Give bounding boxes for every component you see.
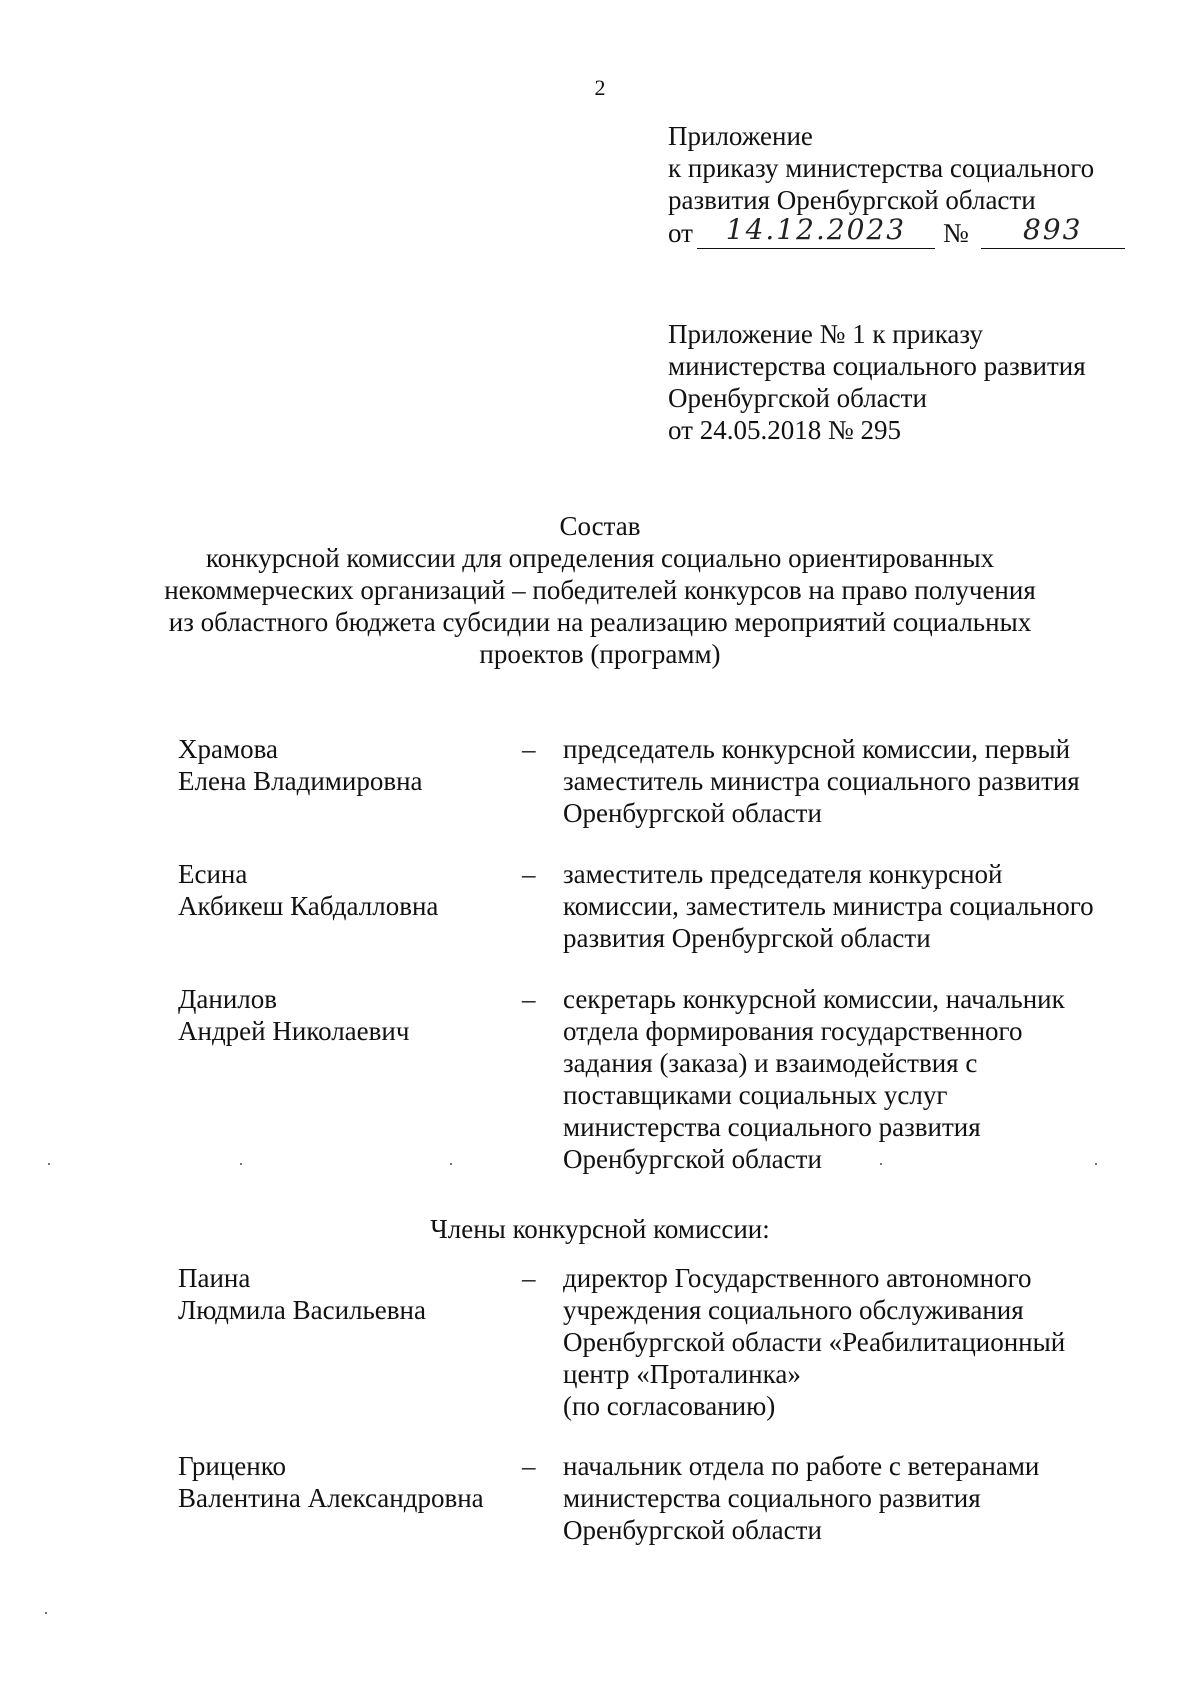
role-line: секретарь конкурсной комиссии, начальник — [563, 984, 1065, 1014]
handwritten-date: 14.12.2023 — [725, 213, 907, 246]
member-name — [178, 858, 498, 922]
order-date-number-line — [668, 213, 1148, 249]
date-field — [697, 213, 935, 249]
title-line: из областного бюджета субсидии на реализацию мероприятий социальных — [168, 607, 1032, 637]
scan-speck — [1095, 1163, 1097, 1165]
appendix-line: развития Оренбургской области — [668, 185, 1036, 215]
surname: Есина — [178, 859, 248, 889]
role-line: Оренбургской области — [563, 798, 822, 828]
role-line: задания (заказа) и взаимодействия с — [563, 1048, 978, 1078]
given-names: Андрей Николаевич — [178, 1016, 410, 1046]
member-role — [563, 858, 1123, 954]
dash-separator: – — [522, 734, 536, 764]
reference-line: от 24.05.2018 № 295 — [668, 415, 901, 445]
appendix-line: Приложение — [668, 121, 813, 151]
dash-separator: – — [522, 984, 536, 1014]
appendix-header — [668, 120, 1148, 249]
role-line: комиссии, заместитель министра социального — [563, 891, 1094, 921]
scan-speck — [240, 1163, 242, 1165]
member-role — [563, 733, 1123, 829]
member-name — [178, 1450, 498, 1514]
given-names: Акбикеш Кабдалловна — [178, 891, 439, 921]
role-line: Оренбургской области «Реабилитационный — [563, 1327, 1066, 1357]
document-title — [0, 510, 1200, 670]
scan-speck — [48, 1163, 50, 1165]
given-names: Валентина Александровна — [178, 1483, 484, 1513]
appendix-line: к приказу министерства социального — [668, 153, 1095, 183]
members-heading: Члены конкурсной комиссии: — [430, 1214, 770, 1244]
member-name — [178, 733, 498, 797]
member-role — [563, 1450, 1123, 1546]
role-line: отдела формирования государственного — [563, 1016, 1023, 1046]
member-role — [563, 1262, 1123, 1422]
surname: Гриценко — [178, 1451, 286, 1481]
previous-order-reference — [668, 318, 1148, 446]
role-line: поставщиками социальных услуг — [563, 1080, 948, 1110]
reference-line: Оренбургской области — [668, 383, 927, 413]
handwritten-number: 893 — [1022, 213, 1083, 246]
role-line: директор Государственного автономного — [563, 1263, 1032, 1293]
role-line: заместитель председателя конкурсной — [563, 859, 1003, 889]
role-line: развития Оренбургской области — [563, 923, 931, 953]
member-name — [178, 1262, 498, 1326]
given-names: Елена Владимировна — [178, 766, 423, 796]
role-line: председатель конкурсной комиссии, первый — [563, 734, 1071, 764]
role-line: министерства социального развития — [563, 1112, 981, 1142]
role-line: Оренбургской области — [563, 1515, 822, 1545]
given-names: Людмила Васильевна — [178, 1295, 426, 1325]
surname: Паина — [178, 1263, 251, 1293]
number-label: № — [942, 218, 969, 248]
role-line: учреждения социального обслуживания — [563, 1295, 1024, 1325]
reference-line: Приложение № 1 к приказу — [668, 319, 983, 349]
scan-speck — [880, 1163, 882, 1165]
dash-separator: – — [522, 1451, 536, 1481]
role-line: заместитель министра социального развития — [563, 766, 1080, 796]
number-field — [981, 213, 1125, 249]
title-line: некоммерческих организаций – победителей конкурсов на право получения — [164, 575, 1036, 605]
reference-line: министерства социального развития — [668, 351, 1086, 381]
member-role — [563, 983, 1123, 1175]
title-line: проектов (программ) — [479, 639, 721, 669]
dash-separator: – — [522, 1263, 536, 1293]
role-line: центр «Проталинка» — [563, 1359, 801, 1389]
surname: Храмова — [178, 734, 278, 764]
title-line: Состав — [559, 511, 641, 541]
role-line: Оренбургской области — [563, 1144, 822, 1174]
date-label: от — [668, 218, 693, 248]
role-line: начальник отдела по работе с ветеранами — [563, 1451, 1040, 1481]
member-name — [178, 983, 498, 1047]
dash-separator: – — [522, 859, 536, 889]
scan-speck — [450, 1163, 452, 1165]
title-line: конкурсной комиссии для определения социально ориентированных — [205, 543, 995, 573]
role-line: (по согласованию) — [563, 1391, 776, 1421]
scan-speck — [45, 1612, 47, 1614]
page-number: 2 — [594, 75, 606, 100]
role-line: министерства социального развития — [563, 1483, 981, 1513]
surname: Данилов — [178, 984, 278, 1014]
